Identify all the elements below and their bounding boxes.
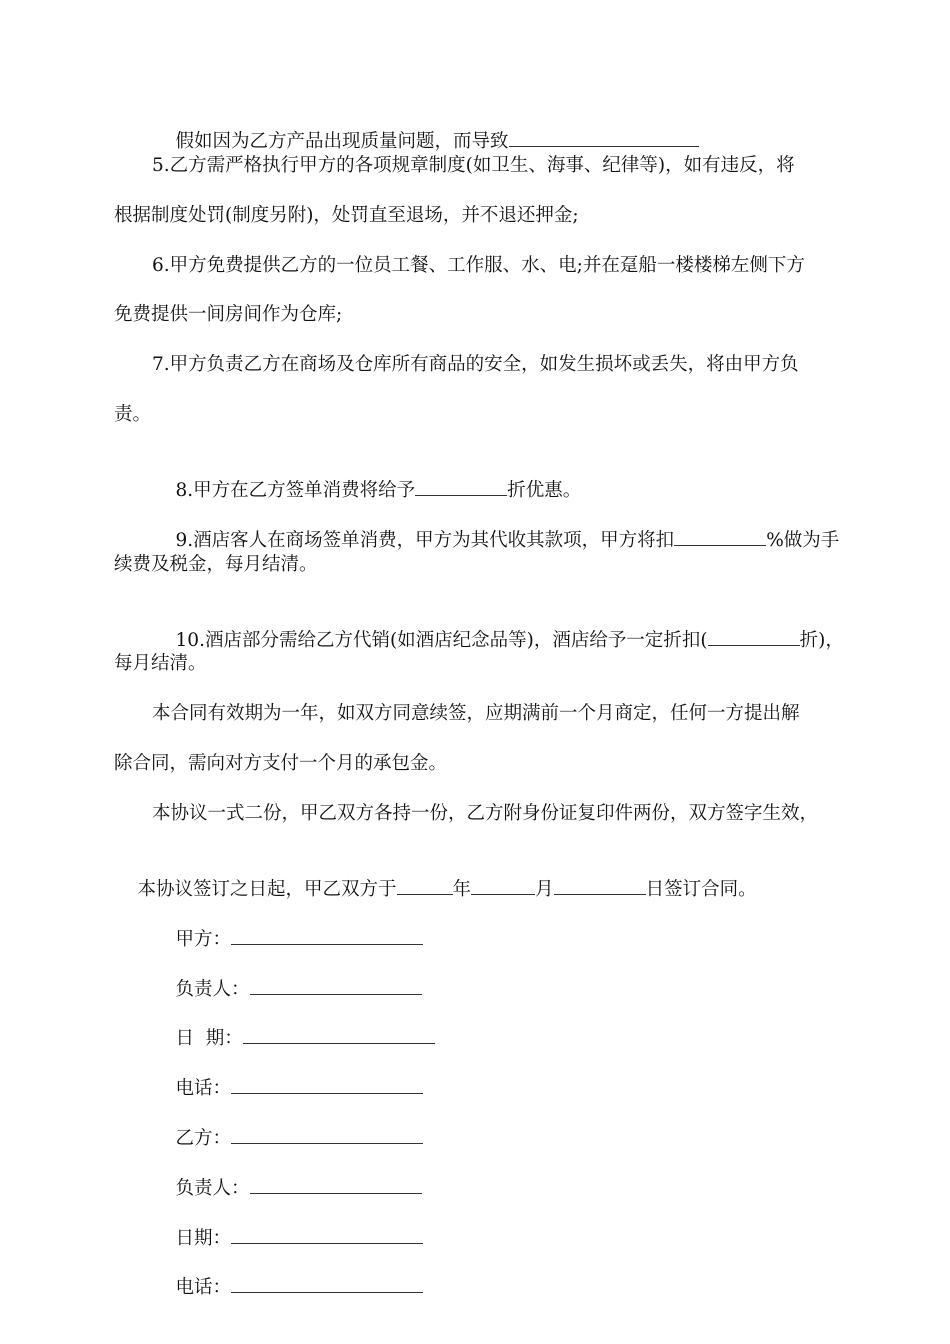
party-b-representative-line[interactable] [250,1175,422,1194]
clause-7-line-1: 7.甲方负责乙方在商场及仓库所有商品的安全，如发生损坏或丢失，将由甲方负 [152,354,799,375]
clause-9-text: 9.酒店客人在商场签单消费，甲方为其代收其款项，甲方将扣 [175,530,675,551]
day-label: 日签订合同。 [645,879,757,900]
clause-5-line-2: 根据制度处罚(制度另附)，处罚直至退场，并不退还押金; [114,205,579,226]
clause-10-suffix: 折)， [799,630,844,651]
party-a-phone-label: 电话： [175,1078,232,1099]
party-b-date-label: 日期： [175,1228,232,1249]
clause-7-line-2: 责。 [114,404,152,425]
party-b-phone-line[interactable] [231,1274,423,1293]
year-label: 年 [452,879,472,900]
consignment-discount-blank [708,627,800,646]
party-b-phone-label: 电话： [175,1277,232,1298]
party-a-date-label: 日 期： [175,1028,243,1049]
party-b-phone-field [152,1250,423,1324]
discount-blank [415,477,507,496]
agreement-line-1: 本协议一式二份，甲乙双方各持一份，乙方附身份证复印件两份，双方签字生效， [152,803,819,824]
agreement-text: 本协议签订之日起，甲乙双方于 [137,879,397,900]
blank-fill-line [509,128,699,147]
month-label: 月 [535,879,554,900]
validity-line-1: 本合同有效期为一年，如双方同意续签，应期满前一个月商定，任何一方提出解 [152,703,800,724]
day-blank [554,876,646,895]
party-a-phone-line[interactable] [231,1075,423,1094]
percent-blank [674,527,766,546]
party-a-date-line[interactable] [243,1025,435,1044]
month-blank [471,876,535,895]
party-b-date-line[interactable] [231,1225,423,1244]
clause-6-line-2: 免费提供一间房间作为仓库; [114,304,343,325]
party-b-label: 乙方： [175,1128,232,1149]
clause-6-line-1: 6.甲方免费提供乙方的一位员工餐、工作服、水、电;并在趸船一楼楼梯左侧下方 [152,255,805,276]
party-b-representative-label: 负责人： [175,1178,250,1199]
clause-5-line-1: 5.乙方需严格执行甲方的各项规章制度(如卫生、海事、纪律等)，如有违反，将 [152,155,795,176]
paragraph-text: 假如因为乙方产品出现质量问题，而导致 [175,131,509,152]
clause-8-text: 8.甲方在乙方签单消费将给予 [175,480,416,501]
clause-10-line-2: 每月结清。 [114,653,207,674]
clause-9-line-2: 续费及税金，每月结清。 [114,554,318,575]
clause-10-text: 10.酒店部分需给乙方代销(如酒店纪念品等)，酒店给予一定折扣( [175,630,708,651]
validity-line-2: 除合同，需向对方支付一个月的承包金。 [114,753,448,774]
party-a-line[interactable] [231,926,423,945]
clause-9-suffix: %做为手 [766,530,840,551]
party-a-representative-line[interactable] [250,976,422,995]
party-b-line[interactable] [231,1125,423,1144]
clause-8-suffix: 折优惠。 [507,480,582,501]
clause-10-line-1 [152,603,844,677]
party-a-label: 甲方： [175,929,232,950]
year-blank [397,876,453,895]
party-a-representative-label: 负责人： [175,979,250,1000]
